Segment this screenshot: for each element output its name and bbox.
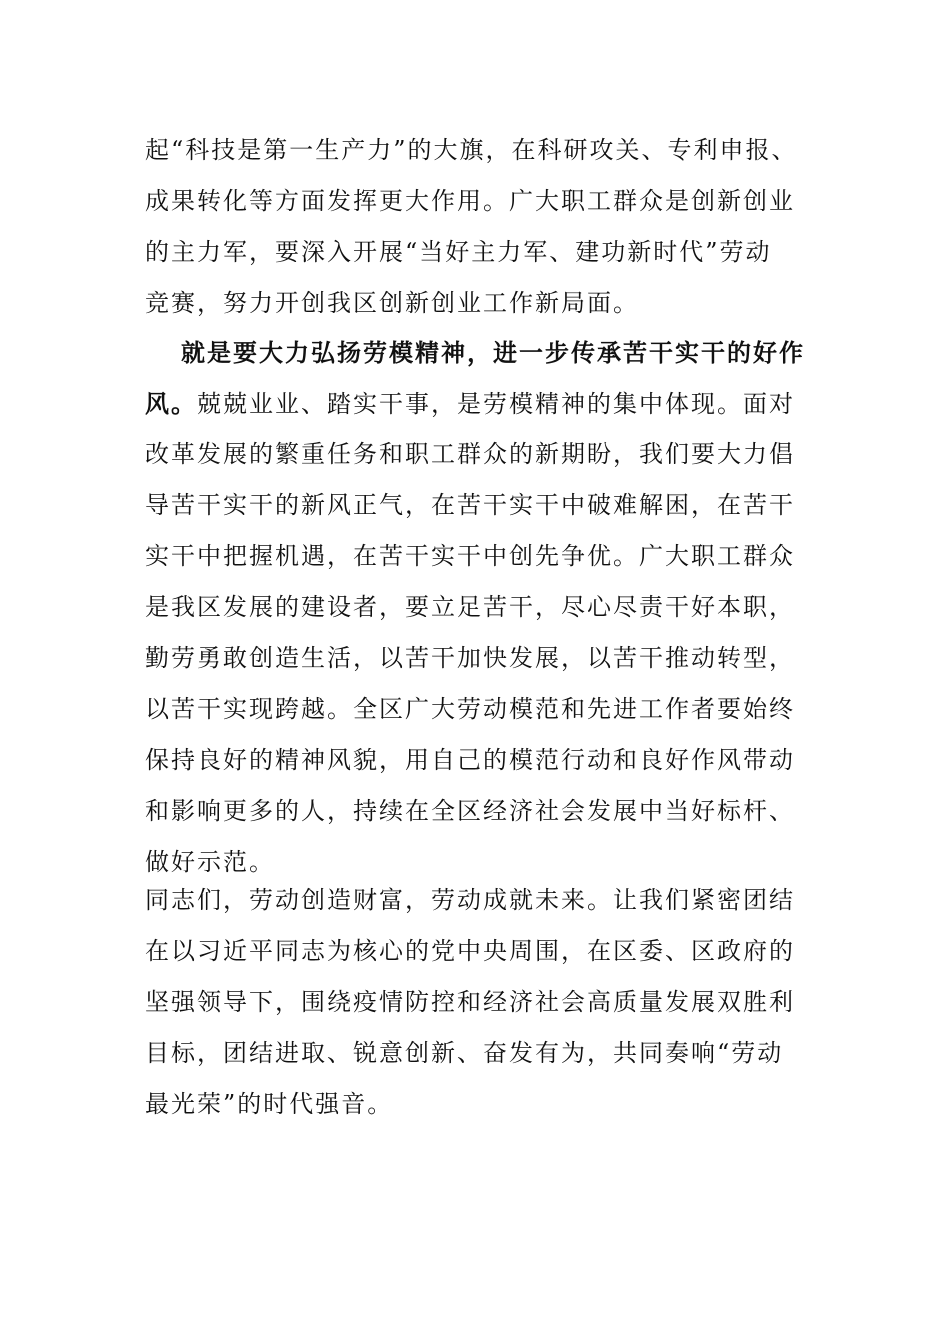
text-line: 实干中把握机遇，在苦干实干中创先争优。广大职工群众 — [145, 542, 795, 570]
bold-heading-line: 就是要大力弘扬劳模精神，进一步传承苦干实干的好作 — [181, 338, 805, 367]
text-line: 做好示范。 — [145, 848, 275, 876]
text-line: 改革发展的繁重任务和职工群众的新期盼，我们要大力倡 — [145, 440, 795, 468]
text-line-rest: 兢兢业业、踏实干事，是劳模精神的集中体现。面对 — [197, 390, 795, 418]
text-line: 的主力军，要深入开展“当好主力军、建功新时代”劳动 — [145, 238, 772, 266]
text-line: 和影响更多的人，持续在全区经济社会发展中当好标杆、 — [145, 797, 795, 825]
paragraph-1 — [145, 125, 815, 329]
text-line: 以苦干实现跨越。全区广大劳动模范和先进工作者要始终 — [145, 695, 795, 723]
text-line: 目标，团结进取、锐意创新、奋发有为，共同奏响“劳动 — [145, 1039, 784, 1067]
text-line: 竞赛，努力开创我区创新创业工作新局面。 — [145, 289, 639, 317]
text-line: 坚强领导下，围绕疫情防控和经济社会高质量发展双胜利 — [145, 988, 795, 1016]
text-line: 同志们，劳动创造财富，劳动成就未来。让我们紧密团结 — [145, 886, 795, 914]
text-line — [145, 378, 815, 429]
text-line: 勤劳勇敢创造生活，以苦干加快发展，以苦干推动转型， — [145, 644, 795, 672]
text-line: 在以习近平同志为核心的党中央周围，在区委、区政府的 — [145, 937, 795, 965]
text-line: 起“科技是第一生产力”的大旗，在科研攻关、专利申报、 — [145, 136, 798, 164]
text-line: 成果转化等方面发挥更大作用。广大职工群众是创新创业 — [145, 187, 795, 215]
text-line: 保持良好的精神风貌，用自己的模范行动和良好作风带动 — [145, 746, 795, 774]
text-line: 是我区发展的建设者，要立足苦干，尽心尽责干好本职， — [145, 593, 795, 621]
paragraph-2 — [145, 327, 815, 888]
text-line: 导苦干实干的新风正气，在苦干实干中破难解困，在苦干 — [145, 491, 795, 519]
paragraph-3 — [145, 875, 815, 1130]
bold-heading-tail: 风。 — [145, 389, 197, 418]
text-line: 最光荣”的时代强音。 — [145, 1090, 394, 1118]
